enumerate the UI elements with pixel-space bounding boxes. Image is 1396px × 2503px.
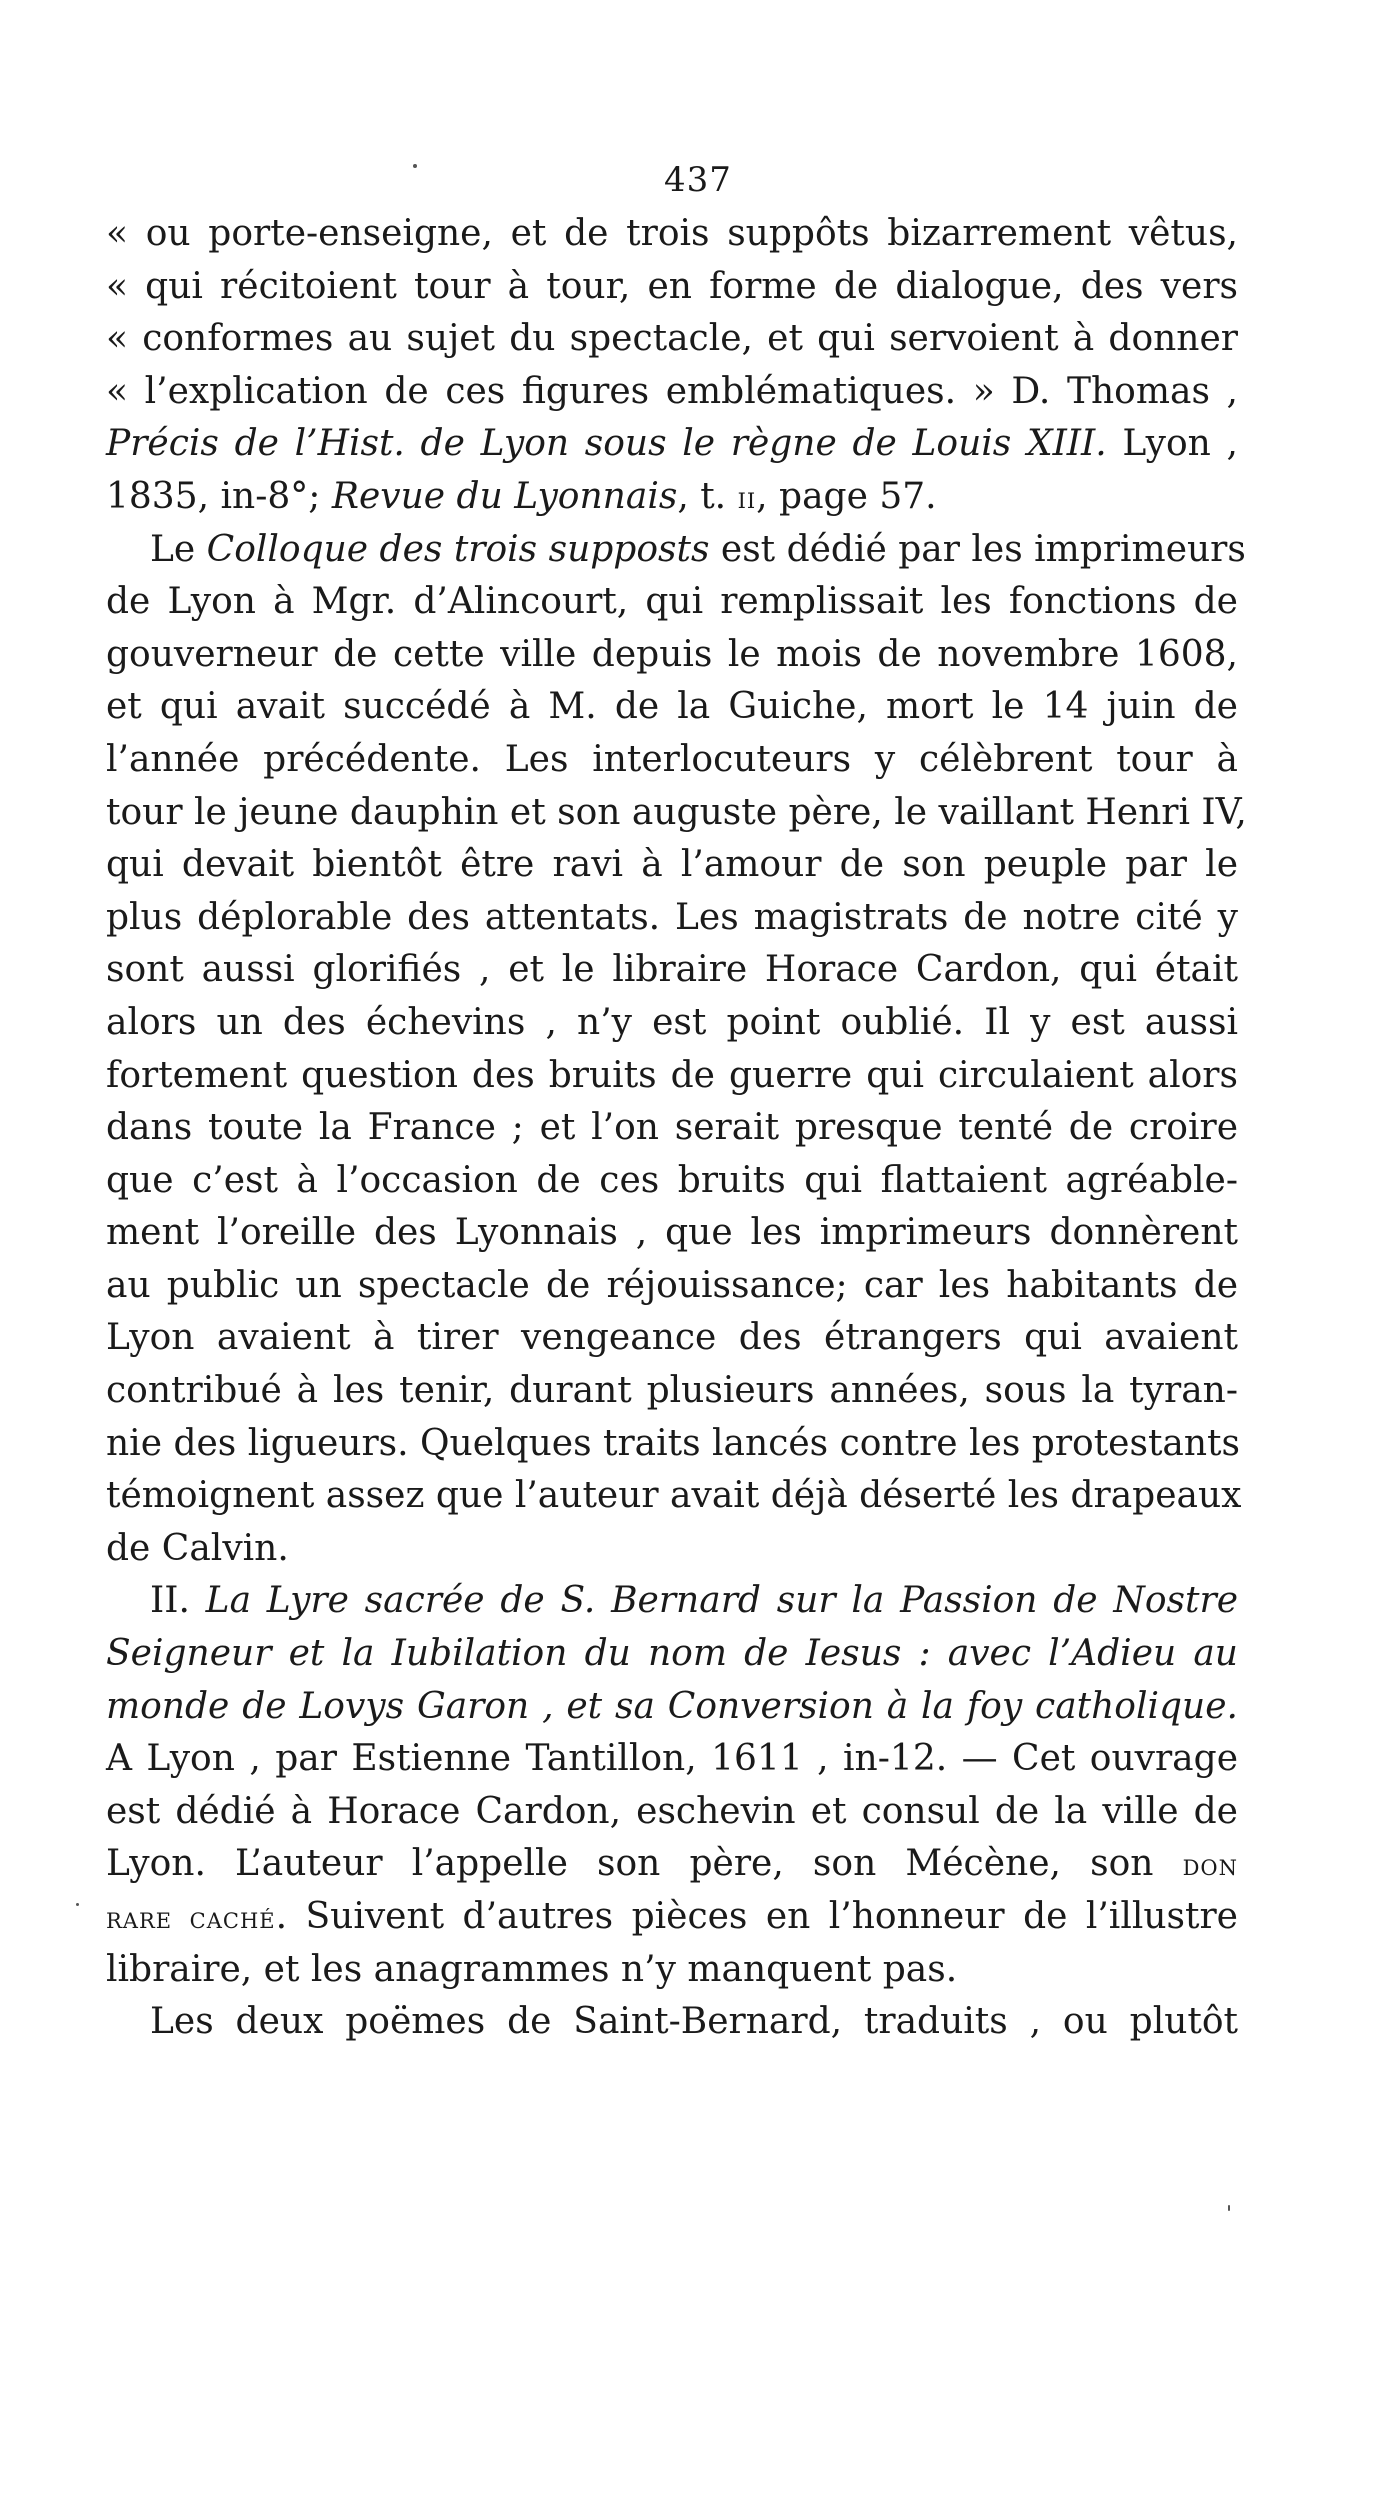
text-run: , page 57. [756, 475, 937, 517]
text-run: Lyon , [1106, 423, 1238, 465]
text-run: Lyon. L’auteur l’appelle son père, son Mécène, son [106, 1843, 1183, 1885]
text-line [106, 208, 1238, 261]
italic-title: Colloque des trois supposts [206, 528, 710, 570]
text-line [106, 261, 1238, 314]
italic-title: Précis de l’Hist. de Lyon sous le règne de Louis XIII. [106, 423, 1107, 465]
text-line [106, 524, 1246, 577]
text-run: et qui avait succédé à M. de la Guiche, mort le 14 juin de [106, 686, 1238, 728]
text-line [106, 944, 1238, 997]
text-run: est dédié par les imprimeurs [709, 528, 1246, 570]
body-text [106, 208, 1247, 2049]
text-line [106, 1260, 1238, 1313]
text-run: de Calvin. [106, 1527, 289, 1569]
text-line [106, 1155, 1238, 1208]
text-line [106, 1418, 1238, 1471]
text-line [106, 1944, 1238, 1997]
text-line [106, 1733, 1238, 1786]
text-run: gouverneur de cette ville depuis le mois de novembre 1608, [106, 633, 1238, 675]
text-run: « l’explication de ces figures emblématiques. » D. Thomas , [106, 370, 1238, 412]
text-line [106, 471, 1238, 524]
italic-title: Seigneur et la Iubilation du nom de Iesus : avec l’Adieu au [106, 1633, 1238, 1675]
text-line [106, 1207, 1238, 1260]
text-run: « ou porte-enseigne, et de trois suppôts bizarrement vêtus, [106, 213, 1238, 254]
text-line [106, 576, 1238, 629]
text-line [106, 892, 1238, 945]
text-run: alors un des échevins , n’y est point oublié. Il y est aussi [106, 1001, 1238, 1043]
text-run: de Lyon à Mgr. d’Alincourt, qui remplissait les fonctions de [106, 581, 1238, 623]
text-run: contribué à les tenir, durant plusieurs années, sous la tyran- [106, 1370, 1238, 1412]
text-line [106, 1786, 1238, 1839]
text-line [106, 1523, 1238, 1576]
italic-title: Revue du Lyonnais [331, 475, 678, 517]
text-run: l’année précédente. Les interlocuteurs y célèbrent tour à [106, 738, 1238, 780]
ink-speck [76, 1903, 79, 1906]
text-run: « qui récitoient tour à tour, en forme de dialogue, des vers [106, 265, 1238, 307]
text-line [106, 418, 1238, 471]
text-run: libraire, et les anagrammes n’y manquent pas. [106, 1948, 958, 1990]
text-line [106, 787, 1247, 840]
text-line [106, 681, 1238, 734]
small-caps-text: don [1182, 1848, 1238, 1884]
text-line [106, 313, 1238, 366]
text-run: sont aussi glorifiés , et le libraire Horace Cardon, qui était [106, 949, 1238, 991]
text-run: 1835, in-8°; [106, 475, 332, 517]
text-line [106, 629, 1238, 682]
text-run: tour le jeune dauphin et son auguste père, le vaillant Henri IV, [106, 791, 1247, 833]
text-line [106, 1628, 1238, 1681]
text-run: II. [150, 1580, 206, 1622]
text-line [106, 1102, 1238, 1155]
text-line [106, 1891, 1238, 1944]
text-run: qui devait bientôt être ravi à l’amour de son peuple par le [106, 844, 1238, 886]
text-line [106, 839, 1238, 892]
text-run: au public un spectacle de réjouissance; car les habitants de [106, 1264, 1238, 1306]
text-run: que c’est à l’occasion de ces bruits qui flattaient agréable- [106, 1159, 1238, 1201]
text-line [106, 1996, 1238, 2049]
small-caps-text: rare caché [106, 1901, 276, 1936]
text-run: A Lyon , par Estienne Tantillon, 1611 , in-12. — Cet ouvrage [106, 1738, 1238, 1780]
text-run: nie des ligueurs. Quelques traits lancés contre les protestants [106, 1422, 1240, 1464]
text-line [106, 1681, 1238, 1734]
text-line [106, 997, 1238, 1050]
text-line [106, 1050, 1238, 1103]
text-run: témoignent assez que l’auteur avait déjà déserté les drapeaux [106, 1475, 1242, 1517]
text-run: fortement question des bruits de guerre qui circulaient alors [106, 1054, 1238, 1096]
italic-title: La Lyre sacrée de S. Bernard sur la Passion de Nostre [205, 1580, 1238, 1622]
text-run: plus déplorable des attentats. Les magistrats de notre cité y [106, 896, 1238, 938]
text-line [106, 366, 1238, 419]
text-line [106, 1838, 1238, 1891]
ink-speck [1228, 2205, 1230, 2211]
text-run: , t. [677, 475, 738, 517]
italic-title: monde de Lovys Garon , et sa Conversion à la foy catholique. [106, 1685, 1238, 1727]
page-number: 437 [664, 160, 732, 200]
text-run: Le [150, 528, 207, 570]
text-run: dans toute la France ; et l’on serait presque tenté de croire [106, 1107, 1238, 1149]
text-line [106, 1365, 1238, 1418]
small-caps-text: ii [737, 480, 757, 516]
text-run: . Suivent d’autres pièces en l’honneur de l’illustre [275, 1896, 1238, 1937]
text-run: est dédié à Horace Cardon, eschevin et consul de la ville de [106, 1790, 1238, 1832]
text-run: Les deux poëmes de Saint-Bernard, traduits , ou plutôt [150, 2001, 1238, 2043]
text-run: Lyon avaient à tirer vengeance des étrangers qui avaient [106, 1317, 1238, 1359]
text-line [106, 1575, 1238, 1628]
text-line [106, 734, 1238, 787]
text-run: ment l’oreille des Lyonnais , que les imprimeurs donnèrent [106, 1212, 1238, 1254]
text-line [106, 1312, 1238, 1365]
text-line [106, 1470, 1242, 1523]
text-run: « conformes au sujet du spectacle, et qui servoient à donner [106, 318, 1238, 360]
